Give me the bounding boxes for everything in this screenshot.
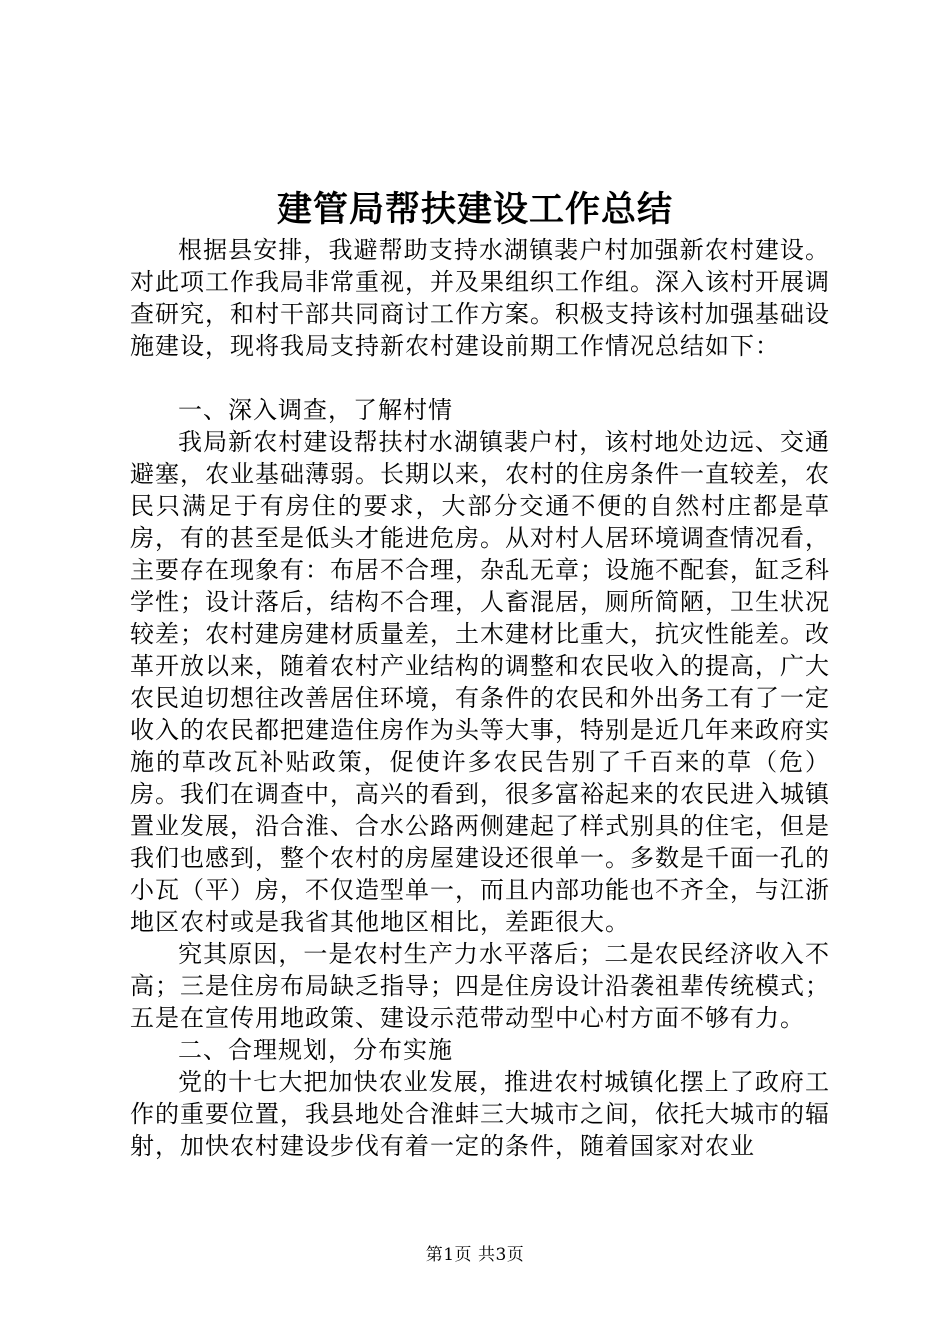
section2-heading: 二、合理规划，分布实施 [178, 1036, 453, 1064]
section1-paragraph-2: 究其原因，一是农村生产力水平落后；二是农民经济收入不高；三是住房布局缺乏指导；四是住房设计沿袭祖辈传统模式；五是在宣传用地政策、建设示范带动型中心村方面不够有力。 [130, 940, 830, 1032]
section1-heading: 一、深入调查，了解村情 [178, 396, 453, 424]
page-footer: 第1页 共3页 [425, 1245, 525, 1265]
document-body [130, 234, 830, 1162]
paragraph-spacer [130, 362, 830, 394]
section2-paragraph-1: 党的十七大把加快农业发展，推进农村城镇化摆上了政府工作的重要位置，我县地处合淮蚌三大城市之间，依托大城市的辐射，加快农村建设步伐有着一定的条件，随着国家对农业 [130, 1068, 830, 1160]
section1-paragraph-1: 我局新农村建设帮扶村水湖镇裴户村，该村地处边远、交通避塞，农业基础薄弱。长期以来，农村的住房条件一直较差，农民只满足于有房住的要求，大部分交通不便的自然村庄都是草房，有的甚至是低头才能进危房。从对村人居环境调查情况看，主要存在现象有：布居不合理，杂乱无章；设施不配套，缸乏科学性；设计落后，结构不合理，人畜混居，厕所简陋，卫生状况较差；农村建房建材质量差，土木建材比重大，抗灾性能差。改革开放以来，随着农村产业结构的调整和农民收入的提高，广大农民迫切想往改善居住环境，有条件的农民和外出务工有了一定收入的农民都把建造住房作为头等大事，特别是近几年来政府实施的草改瓦补贴政策，促使许多农民告别了千百来的草（危）房。我们在调查中，高兴的看到，很多富裕起来的农民进入城镇置业发展，沿合淮、合水公路两侧建起了样式别具的住宅，但是我们也感到，整个农村的房屋建设还很单一。多数是千面一孔的小瓦（平）房，不仅造型单一，而且内部功能也不齐全，与江浙地区农村或是我省其他地区相比，差距很大。 [130, 428, 830, 936]
intro-paragraph: 根据县安排，我避帮助支持水湖镇裴户村加强新农村建设。对此项工作我局非常重视，并及果组织工作组。深入该村开展调查研究，和村干部共同商讨工作方案。积极支持该村加强基础设施建设，现将我局支持新农村建设前期工作情况总结如下： [130, 236, 830, 360]
document-title: 建管局帮扶建设工作总结 [276, 189, 673, 230]
